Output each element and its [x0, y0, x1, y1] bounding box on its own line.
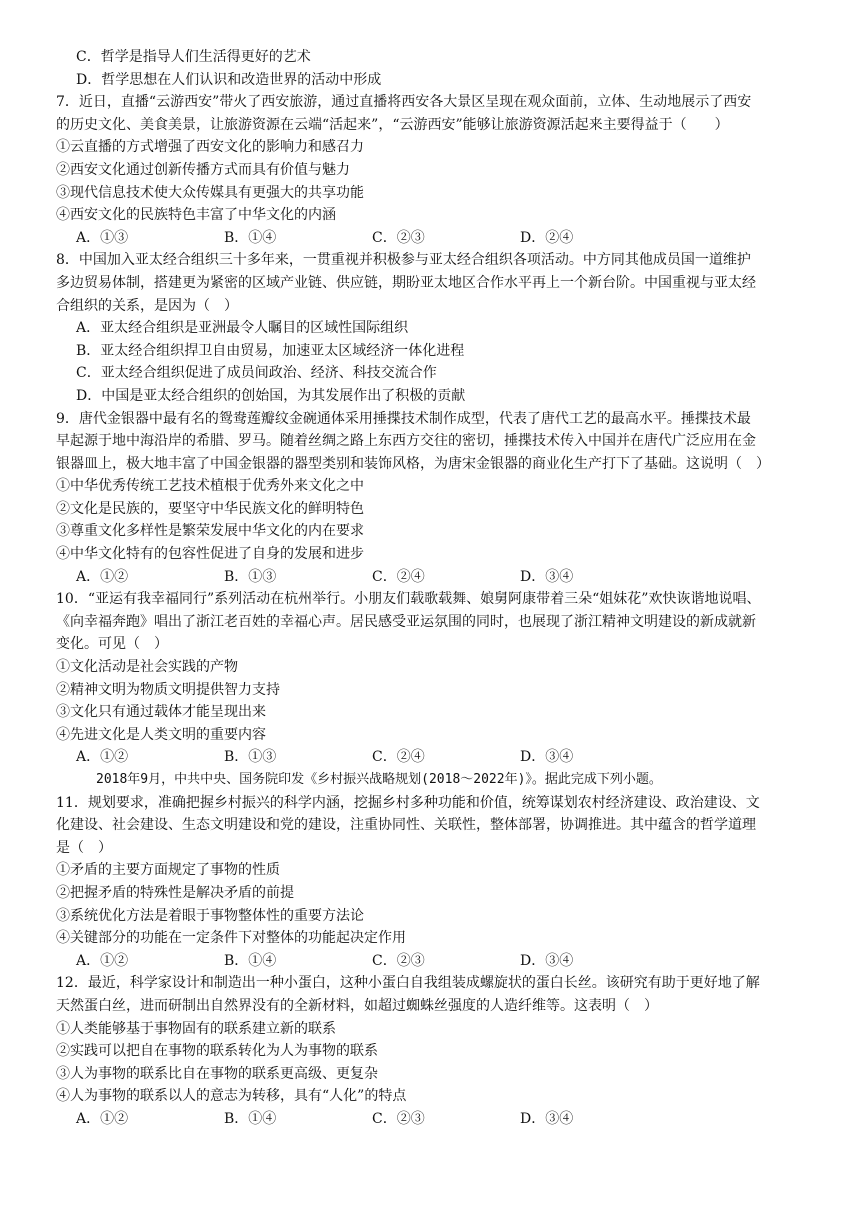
option-b: B．亚太经合组织捍卫自由贸易，加速亚太区域经济一体化进程: [76, 342, 465, 359]
exam-page: [0, 46, 860, 1131]
question-stem: 9．唐代金银器中最有名的鸳鸯莲瓣纹金碗通体采用捶揲技术制作成型，代表了唐代工艺的最高水平。捶揲技术最: [56, 410, 751, 427]
question-9: [0, 408, 860, 589]
material-intro: 2018年9月，中共中央、国务院印发《乡村振兴战略规划(2018～2022年)》。据此完成下列小题。: [96, 772, 662, 787]
option-d: D．③④: [520, 1110, 574, 1127]
statement-item: ①云直播的方式增强了西安文化的影响力和感召力: [56, 139, 364, 156]
question-stem: 的历史文化、美食美景，让旅游资源在云端“活起来”，“云游西安”能够让旅游资源活起来主要得益于（ ）: [56, 116, 729, 133]
option-c: C．哲学是指导人们生活得更好的艺术: [76, 49, 311, 65]
question-11: [0, 792, 860, 973]
answer-options: [56, 950, 836, 973]
answer-options: [56, 746, 836, 769]
question-stem: 12．最近，科学家设计和制造出一种小蛋白，这种小蛋白自我组装成螺旋状的蛋白长丝。该研究有助于更好地了解: [56, 975, 760, 992]
question-stem: 是（ ）: [56, 839, 112, 856]
question-stem: 《向幸福奔跑》唱出了浙江老百姓的幸福心声。居民感受亚运氛围的同时，也展现了浙江精神文明建设的新成就新: [56, 613, 756, 630]
question-10: [0, 588, 860, 769]
option-a: A．亚太经合组织是亚洲最令人瞩目的区域性国际组织: [76, 320, 409, 337]
question-7: [0, 91, 860, 249]
answer-options: [56, 227, 836, 250]
option-c: C．亚太经合组织促进了成员间政治、经济、科技交流合作: [76, 365, 437, 382]
option-a: A．①②: [76, 568, 129, 585]
option-d: D．③④: [520, 568, 574, 585]
option-c: C．②③: [372, 952, 425, 969]
statement-item: ④中华文化特有的包容性促进了自身的发展和进步: [56, 546, 364, 563]
statement-item: ④人为事物的联系以人的意志为转移，具有“人化”的特点: [56, 1088, 407, 1105]
question-stem: 天然蛋白丝，进而研制出自然界没有的全新材料，如超过蜘蛛丝强度的人造纤维等。这表明（ ）: [56, 997, 658, 1014]
option-b: B．①④: [224, 1110, 277, 1127]
statement-item: ③系统优化方法是着眼于事物整体性的重要方法论: [56, 907, 364, 924]
option-d: D．③④: [520, 749, 574, 766]
answer-options: [56, 1108, 836, 1131]
question-stem: 变化。可见（ ）: [56, 636, 168, 653]
option-a: A．①③: [76, 229, 129, 246]
statement-item: ③人为事物的联系比自在事物的联系更高级、更复杂: [56, 1065, 378, 1082]
question-stem: 早起源于地中海沿岸的希腊、罗马。随着丝绸之路上东西方交往的密切，捶揲技术传入中国并在唐代广泛应用在金: [56, 433, 756, 450]
question-stem: 合组织的关系，是因为（ ）: [56, 297, 238, 314]
question-stem: 11．规划要求，准确把握乡村振兴的科学内涵，挖掘乡村多种功能和价值，统筹谋划农村经济建设、政治建设、文: [56, 794, 760, 811]
statement-item: ①人类能够基于事物固有的联系建立新的联系: [56, 1020, 336, 1037]
statement-item: ②文化是民族的，要坚守中华民族文化的鲜明特色: [56, 500, 364, 517]
question-stem: 8．中国加入亚太经合组织三十多年来，一贯重视并积极参与亚太经合组织各项活动。中方同其他成员国一道维护: [56, 252, 751, 269]
question-stem: 化建设、社会建设、生态文明建设和党的建设，注重协同性、关联性，整体部署，协调推进。其中蕴含的哲学道理: [56, 817, 756, 834]
statement-item: ④西安文化的民族特色丰富了中华文化的内涵: [56, 207, 336, 224]
option-c: C．②④: [372, 749, 425, 766]
option-b: B．①④: [224, 952, 277, 969]
question-stem: 10．“亚运有我幸福同行”系列活动在杭州举行。小朋友们载歌载舞、娘舅阿康带着三朵“姐妹花”欢快诙谐地说唱、: [56, 591, 761, 608]
option-a: A．①②: [76, 749, 129, 766]
statement-item: ②把握矛盾的特殊性是解决矛盾的前提: [56, 884, 294, 901]
statement-item: ②实践可以把自在事物的联系转化为人为事物的联系: [56, 1043, 378, 1060]
statement-item: ②精神文明为物质文明提供智力支持: [56, 681, 280, 698]
option-b: B．①③: [224, 749, 277, 766]
option-b: B．①③: [224, 568, 277, 585]
question-stem: 7．近日，直播“云游西安”带火了西安旅游，通过直播将西安各大景区呈现在观众面前，立体、生动地展示了西安: [56, 94, 752, 111]
question-8: [0, 249, 860, 407]
statement-item: ③现代信息技术使大众传媒具有更强大的共享功能: [56, 184, 364, 201]
statement-item: ④关键部分的功能在一定条件下对整体的功能起决定作用: [56, 930, 406, 947]
option-d: D．中国是亚太经合组织的创始国，为其发展作出了积极的贡献: [76, 387, 466, 404]
option-c: C．②④: [372, 568, 425, 585]
question-stem: 银器皿上，极大地丰富了中国金银器的器型类别和装饰风格，为唐宋金银器的商业化生产打下了基础。这说明（ ）: [56, 455, 770, 472]
option-c: C．②③: [372, 229, 425, 246]
statement-item: ①文化活动是社会实践的产物: [56, 659, 238, 676]
option-c: C．②③: [372, 1110, 425, 1127]
option-d: D．③④: [520, 952, 574, 969]
option-b: B．①④: [224, 229, 277, 246]
statement-item: ①中华优秀传统工艺技术植根于优秀外来文化之中: [56, 478, 364, 495]
statement-item: ③文化只有通过载体才能呈现出来: [56, 704, 266, 721]
statement-item: ②西安文化通过创新传播方式而具有价值与魅力: [56, 161, 350, 178]
option-d: D．哲学思想在人们认识和改造世界的活动中形成: [76, 71, 382, 88]
answer-options: [56, 566, 836, 589]
statement-item: ①矛盾的主要方面规定了事物的性质: [56, 862, 280, 879]
option-a: A．①②: [76, 1110, 129, 1127]
statement-item: ④先进文化是人类文明的重要内容: [56, 726, 266, 743]
option-d: D．②④: [520, 229, 574, 246]
option-a: A．①②: [76, 952, 129, 969]
question-12: [0, 972, 860, 1130]
statement-item: ③尊重文化多样性是繁荣发展中华文化的内在要求: [56, 523, 364, 540]
question-stem: 多边贸易体制，搭建更为紧密的区域产业链、供应链，期盼亚太地区合作水平再上一个新台阶。中国重视与亚太经: [56, 274, 756, 291]
